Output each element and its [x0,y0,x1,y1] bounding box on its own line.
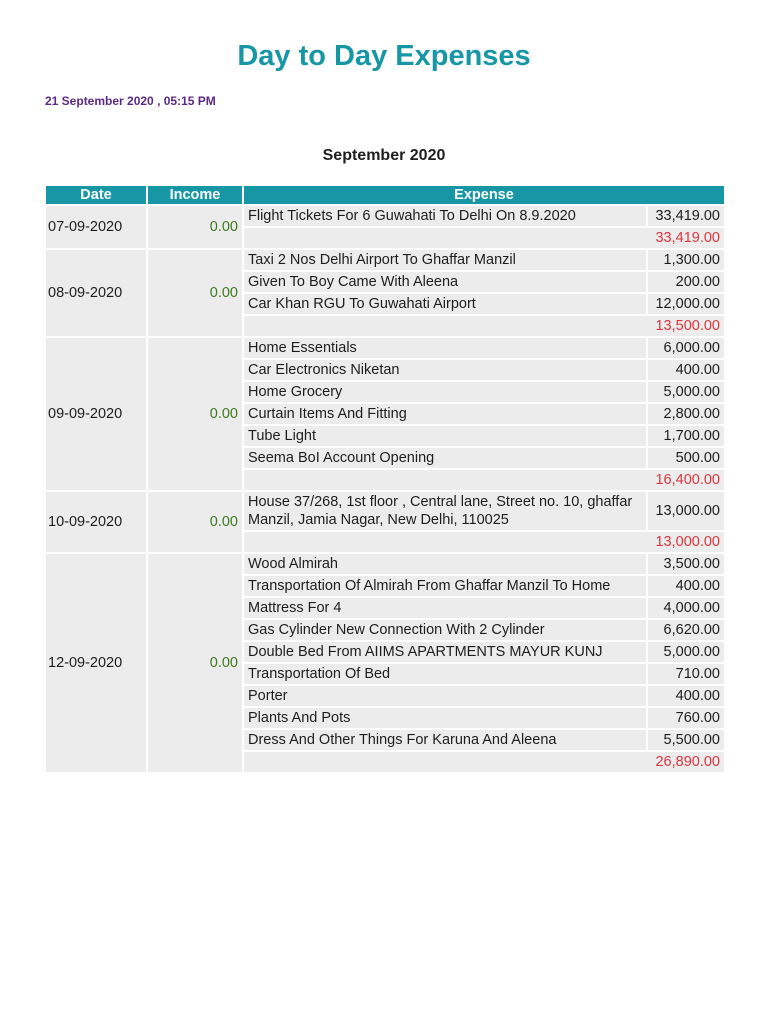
date-cell: 07-09-2020 [46,206,146,248]
expense-amount: 710.00 [648,664,724,684]
expense-description: Seema BoI Account Opening [244,448,646,468]
expense-amount: 1,300.00 [648,250,724,270]
expense-item [244,554,724,574]
expense-cell [244,206,724,248]
expense-amount: 33,419.00 [648,206,724,226]
income-cell: 0.00 [148,554,242,772]
expense-amount: 500.00 [648,448,724,468]
table-header-row [46,186,724,204]
table-row [46,250,724,336]
table-row [46,492,724,552]
expense-description: Gas Cylinder New Connection With 2 Cylinder [244,620,646,640]
table-row [46,554,724,772]
expense-item [244,492,724,530]
expense-item [244,272,724,292]
expense-description: Transportation Of Almirah From Ghaffar Manzil To Home [244,576,646,596]
expense-item [244,360,724,380]
expense-cell [244,250,724,336]
expense-total: 16,400.00 [244,470,724,490]
expense-description: Car Khan RGU To Guwahati Airport [244,294,646,314]
expense-list [244,554,724,772]
report-timestamp: 21 September 2020 , 05:15 PM [45,94,216,108]
expense-item [244,598,724,618]
expense-item [244,576,724,596]
expense-description: Transportation Of Bed [244,664,646,684]
expense-description: Car Electronics Niketan [244,360,646,380]
expense-description: Taxi 2 Nos Delhi Airport To Ghaffar Manzil [244,250,646,270]
expense-total: 26,890.00 [244,752,724,772]
month-heading: September 2020 [322,147,446,164]
income-cell: 0.00 [148,338,242,490]
expense-item [244,730,724,750]
page-title: Day to Day Expenses [237,40,531,72]
expense-amount: 5,500.00 [648,730,724,750]
expense-list [244,250,724,336]
table-row [46,206,724,248]
expense-item [244,426,724,446]
expense-amount: 400.00 [648,686,724,706]
expense-list [244,338,724,490]
expense-item [244,294,724,314]
expense-cell [244,338,724,490]
expense-item [244,448,724,468]
expense-description: Tube Light [244,426,646,446]
income-cell: 0.00 [148,250,242,336]
expense-item [244,338,724,358]
expense-list [244,492,724,552]
date-cell: 08-09-2020 [46,250,146,336]
expense-total: 13,000.00 [244,532,724,552]
expense-amount: 3,500.00 [648,554,724,574]
expense-amount: 400.00 [648,360,724,380]
expense-amount: 760.00 [648,708,724,728]
expense-amount: 4,000.00 [648,598,724,618]
expense-item [244,250,724,270]
expense-item [244,404,724,424]
date-cell: 12-09-2020 [46,554,146,772]
expense-description: Dress And Other Things For Karuna And Aleena [244,730,646,750]
expense-amount: 12,000.00 [648,294,724,314]
expense-amount: 6,000.00 [648,338,724,358]
expense-amount: 5,000.00 [648,642,724,662]
expense-list [244,206,724,248]
expense-item [244,642,724,662]
expense-description: Double Bed From AIIMS APARTMENTS MAYUR KUNJ [244,642,646,662]
expense-item [244,382,724,402]
expense-description: Mattress For 4 [244,598,646,618]
expense-description: House 37/268, 1st floor , Central lane, Street no. 10, ghaffar Manzil, Jamia Nagar, New Delhi, 110025 [244,492,646,530]
expense-description: Flight Tickets For 6 Guwahati To Delhi On 8.9.2020 [244,206,646,226]
expense-description: Curtain Items And Fitting [244,404,646,424]
expense-item [244,206,724,226]
expense-description: Wood Almirah [244,554,646,574]
expense-description: Given To Boy Came With Aleena [244,272,646,292]
expense-amount: 200.00 [648,272,724,292]
expense-column-header: Expense [244,186,724,204]
expense-total: 13,500.00 [244,316,724,336]
expense-amount: 6,620.00 [648,620,724,640]
table-body [46,206,724,772]
expense-amount: 5,000.00 [648,382,724,402]
expense-cell [244,492,724,552]
date-cell: 10-09-2020 [46,492,146,552]
expense-amount: 2,800.00 [648,404,724,424]
expense-total: 33,419.00 [244,228,724,248]
table-row [46,338,724,490]
expense-description: Porter [244,686,646,706]
expense-item [244,708,724,728]
expense-item [244,664,724,684]
expense-item [244,686,724,706]
expense-cell [244,554,724,772]
date-cell: 09-09-2020 [46,338,146,490]
expense-description: Home Grocery [244,382,646,402]
income-cell: 0.00 [148,492,242,552]
income-cell: 0.00 [148,206,242,248]
expense-table [44,184,726,774]
expense-description: Home Essentials [244,338,646,358]
expense-amount: 400.00 [648,576,724,596]
income-column-header: Income [148,186,242,204]
expense-item [244,620,724,640]
expense-amount: 13,000.00 [648,492,724,530]
expense-description: Plants And Pots [244,708,646,728]
expense-amount: 1,700.00 [648,426,724,446]
date-column-header: Date [46,186,146,204]
